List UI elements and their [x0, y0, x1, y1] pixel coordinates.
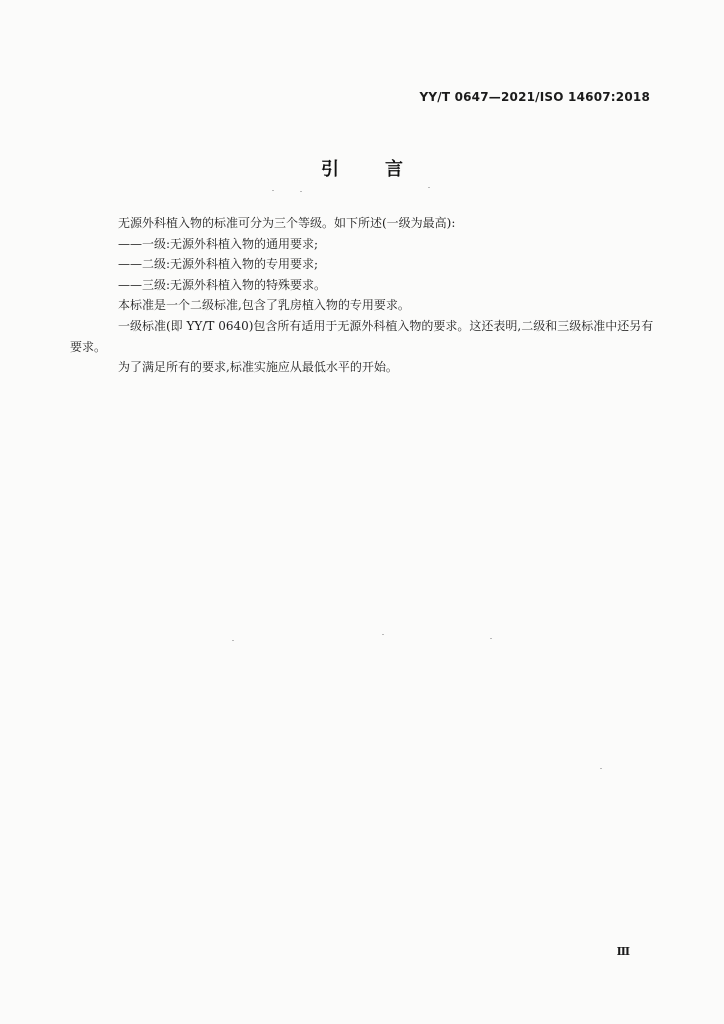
title-char-2: 言	[385, 159, 403, 180]
title-char-1: 引	[321, 159, 339, 180]
paragraph-implementation: 为了满足所有的要求,标准实施应从最低水平的开始。	[118, 360, 398, 375]
page-title	[0, 155, 724, 181]
scan-speck	[300, 191, 302, 192]
paragraph-levels-intro: 无源外科植入物的标准可分为三个等级。如下所述(一级为最高):	[118, 216, 456, 230]
scan-speck	[272, 190, 274, 191]
scan-speck	[490, 638, 492, 639]
paragraph-this-standard: 本标准是一个二级标准,包含了乳房植入物的专用要求。	[118, 298, 410, 313]
page-number: Ⅲ	[616, 945, 630, 958]
paragraph-level-1-standard: 一级标准(即 YY/T 0640)包含所有适用于无源外科植入物的要求。这还表明,二级和三级标准中还另有要求。	[70, 318, 654, 354]
scan-speck	[232, 640, 234, 641]
list-item-level-2: ——二级:无源外科植入物的专用要求;	[118, 257, 319, 272]
list-item-level-1: ——一级:无源外科植入物的通用要求;	[118, 236, 319, 251]
scan-speck	[428, 187, 430, 188]
standard-number-header: YY/T 0647—2021/ISO 14607:2018	[419, 90, 650, 104]
introduction-body	[70, 213, 654, 378]
list-item-level-3: ——三级:无源外科植入物的特殊要求。	[118, 277, 327, 292]
scan-speck	[600, 768, 602, 769]
scan-speck	[382, 634, 384, 635]
